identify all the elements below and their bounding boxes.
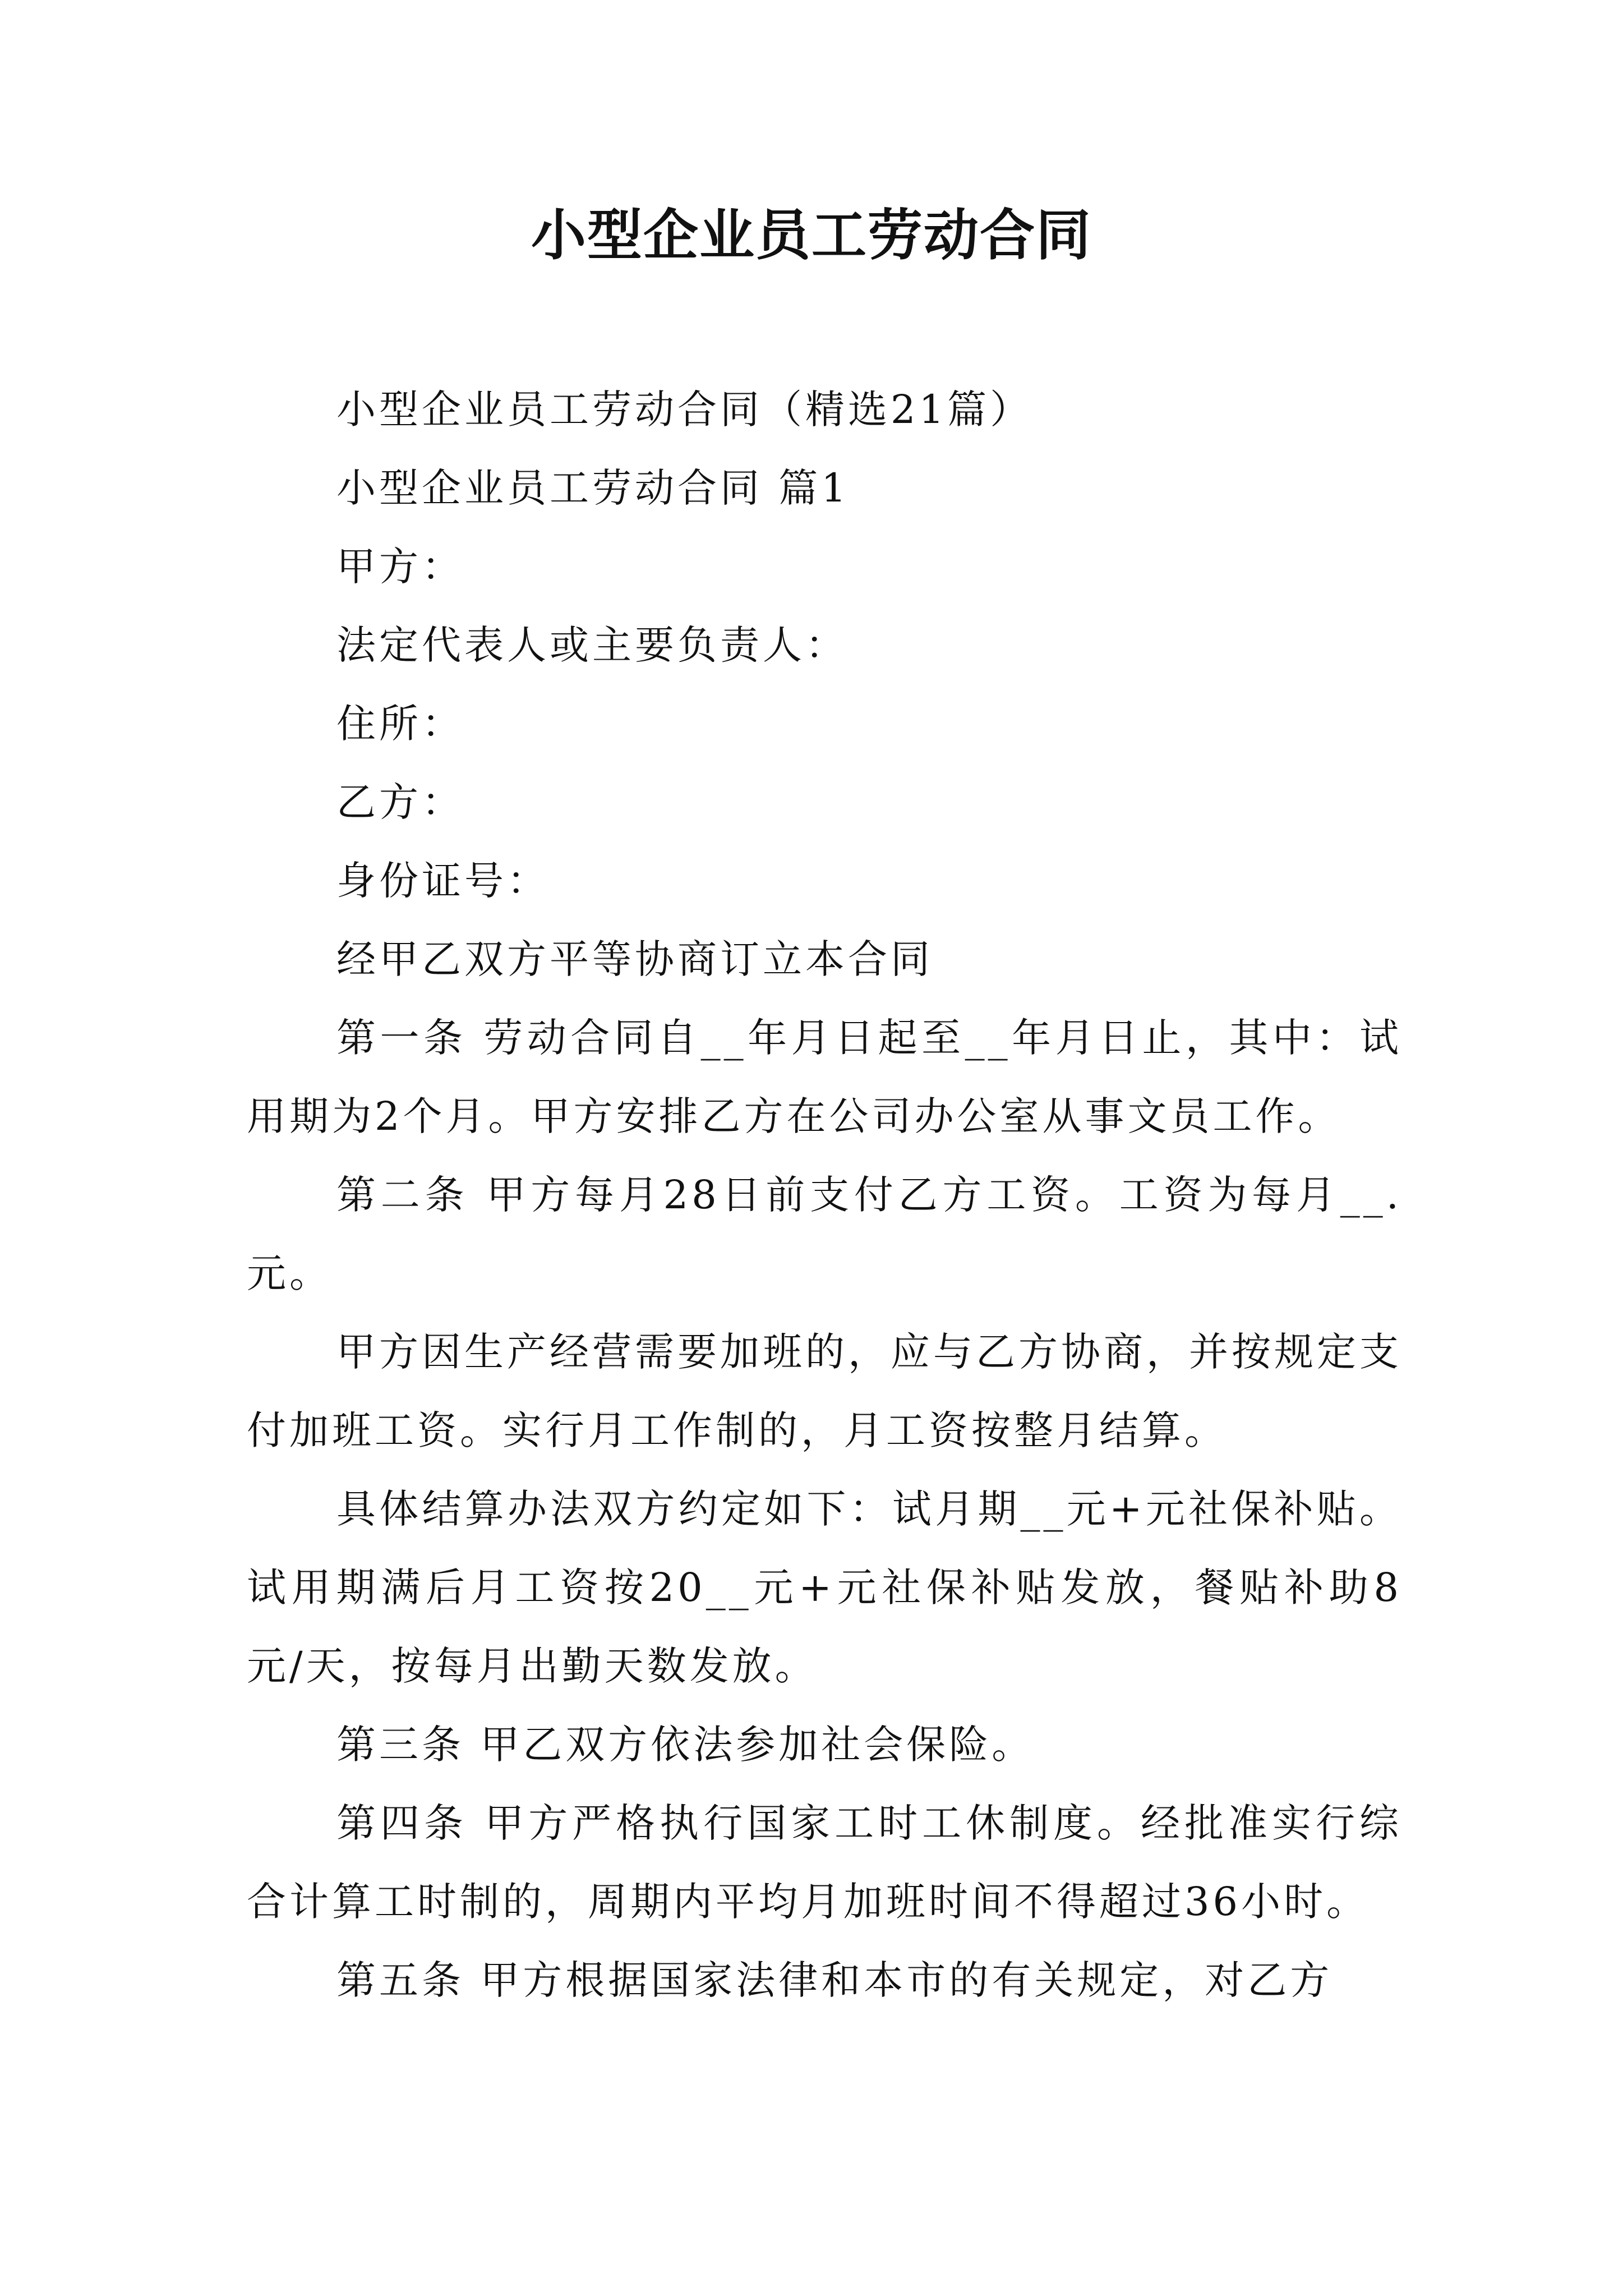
document-title: 小型企业员工劳动合同 <box>531 203 1092 268</box>
paragraph-article-5: 第五条 甲方根据国家法律和本市的有关规定，对乙方 <box>336 1957 1333 2003</box>
paragraph-article-2: 第二条 甲方每月28日前支付乙方工资。工资为每月__.元。 <box>247 1172 1402 1296</box>
paragraph-preamble: 经甲乙双方平等协商订立本合同 <box>336 936 933 982</box>
paragraph-legal-representative: 法定代表人或主要负责人： <box>336 622 848 668</box>
paragraph-subtitle: 小型企业员工劳动合同（精选21篇） <box>336 386 1033 432</box>
paragraph-overtime: 甲方因生产经营需要加班的，应与乙方协商，并按规定支付加班工资。实行月工作制的，月工资按整月结算。 <box>247 1329 1402 1453</box>
document-body <box>247 370 1402 2019</box>
paragraph-article-4: 第四条 甲方严格执行国家工时工休制度。经批准实行综合计算工时制的，周期内平均月加班时间不得超过36小时。 <box>247 1800 1402 1925</box>
paragraph-id-number: 身份证号： <box>336 858 550 904</box>
paragraph-article-1: 第一条 劳动合同自__年月日起至__年月日止，其中：试用期为2个月。甲方安排乙方在公司办公室从事文员工作。 <box>247 1015 1402 1139</box>
paragraph-party-a: 甲方： <box>336 544 464 590</box>
paragraph-chapter-heading: 小型企业员工劳动合同 篇1 <box>336 465 850 511</box>
paragraph-settlement: 具体结算办法双方约定如下：试月期__元+元社保补贴。试用期满后月工资按20__元+元社保补贴发放，餐贴补助8元/天，按每月出勤天数发放。 <box>247 1486 1402 1689</box>
paragraph-article-3: 第三条 甲乙双方依法参加社会保险。 <box>336 1722 1035 1768</box>
paragraph-party-b: 乙方： <box>336 779 464 825</box>
paragraph-address: 住所： <box>336 701 464 747</box>
